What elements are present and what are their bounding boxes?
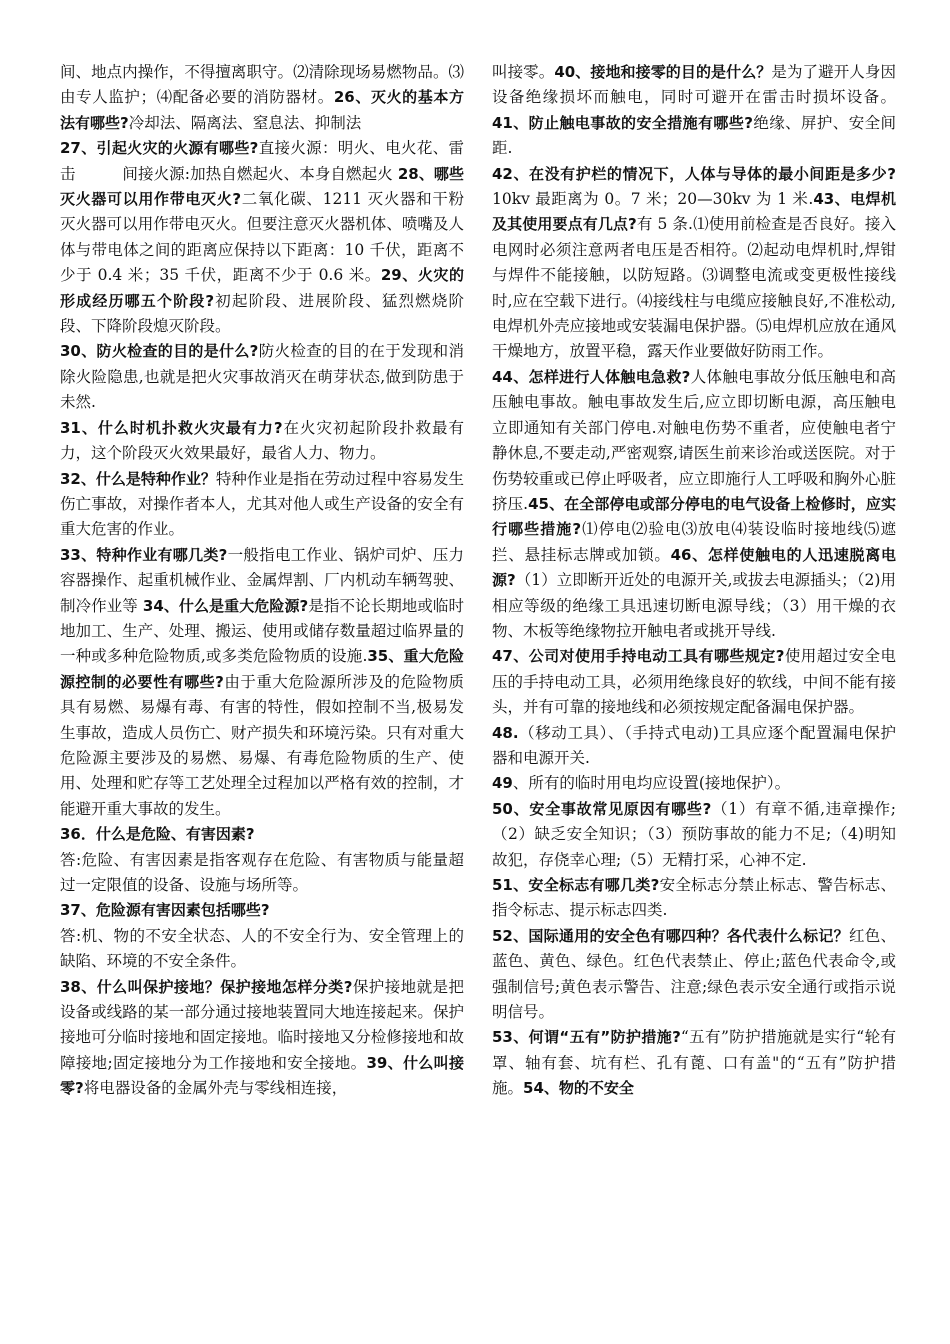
question-heading: 39、什么叫接零? (60, 1053, 464, 1098)
paragraph (492, 644, 896, 720)
paragraph (492, 797, 896, 873)
answer-text: 答:危险、有害因素是指客观存在危险、有害物质与能量超过一定限值的设备、设施与场所等。 (60, 850, 464, 894)
paragraph (492, 721, 896, 772)
answer-text: 二氧化碳、1211 灭火器和干粉灭火器可以用作带电灭火。但要注意灭火器机体、喷嘴及人体与带电体之间的距离应保持以下距离：10 千伏，距离不少于 0.4 米；35 千伏，距离不少于 0.6 米。 (60, 190, 464, 285)
answer-text: 直接火源：明火、电火花、雷击 间接火源:加热自燃起火、本身自燃起火 (60, 139, 464, 183)
paragraph (60, 339, 464, 415)
question-heading: 52、国际通用的安全色有哪四种？各代表什么标记？ (492, 926, 849, 945)
paragraph (60, 416, 464, 467)
answer-text: 是指不论长期地或临时地加工、生产、处理、搬运、使用或储存数量超过临界量的一种或多种危险物质,或多类危险物质的设施. (60, 596, 464, 666)
answer-text: “五有”防护措施就是实行“轮有罩、轴有套、坑有栏、孔有蓖、口有盖"的“五有”防护措施。 (492, 1028, 896, 1098)
question-heading: 31、什么时机扑救火灾最有力? (60, 418, 283, 437)
answer-text: 绝缘、屏护、安全间距. (492, 113, 896, 158)
question-heading: 47、公司对使用手持电动工具有哪些规定? (492, 647, 785, 666)
paragraph (492, 873, 896, 924)
answer-text: 保护接地就是把设备或线路的某一部分通过接地装置同大地连接起来。保护接地可分临时接地和固定接地。临时接地又分检修接地和故障接地;固定接地分为工作接地和安全接地。 (60, 977, 464, 1072)
left-column (60, 60, 464, 1102)
question-heading: 27、引起火灾的火源有哪些? (60, 139, 259, 158)
question-heading: 51、安全标志有哪几类? (492, 876, 660, 894)
question-heading: 38、什么叫保护接地？保护接地怎样分类? (60, 977, 353, 996)
answer-text: （移动工具）、（手持式电动)工具应逐个配置漏电保护器和电源开关. (492, 723, 896, 767)
question-heading: 54、物的不安全 (523, 1079, 634, 1098)
paragraph (492, 1025, 896, 1101)
answer-text: （1）立即断开近处的电源开关,或拔去电源插头；（2)用相应等级的绝缘工具迅速切断电源导线；（3）用干燥的衣物、木板等绝缘物拉开触电者或挑开导线. (492, 571, 896, 640)
question-heading: 32、什么是特种作业？ (60, 469, 216, 488)
answer-text: 红色、蓝色、黄色、绿色。红色代表禁止、停止;蓝色代表命令,或强制信号;黄色表示警告、注意;绿色表示安全通行或指示说明信号。 (492, 926, 896, 1022)
question-heading: 48. (492, 723, 519, 742)
paragraph (60, 467, 464, 543)
paragraph (60, 848, 464, 899)
paragraph (492, 771, 896, 796)
answer-text: 在火灾初起阶段扑救最有力，这个阶段灭火效果最好，最省人力、物力。 (60, 418, 464, 463)
question-heading: 41、防止触电事故的安全措施有哪些? (492, 113, 753, 132)
question-heading: 35、重大危险源控制的必要性有哪些? (60, 647, 465, 691)
question-heading: 36．什么是危险、有害因素? (60, 825, 255, 844)
question-heading: 30、防火检查的目的是什么? (60, 342, 259, 361)
question-heading: 33、特种作业有哪几类? (60, 545, 228, 564)
paragraph (492, 924, 896, 1026)
answer-text: ⑴停电⑵验电⑶放电⑷装设临时接地线⑸遮拦、悬挂标志牌或加锁。 (492, 520, 896, 564)
paragraph (60, 60, 464, 136)
paragraph (492, 60, 896, 162)
paragraph (492, 365, 896, 644)
answer-text: 间、地点内操作，不得擅离职守。⑵清除现场易燃物品。⑶由专人监护；⑷配备必要的消防器材。 (60, 63, 464, 107)
right-column (492, 60, 896, 1102)
question-heading: 44、怎样进行人体触电急救? (492, 367, 691, 386)
paragraph (60, 136, 464, 339)
paragraph (492, 162, 896, 365)
answer-text: 安全标志分禁止标志、警告标志、指令标志、提示标志四类. (492, 876, 896, 920)
question-heading: 40、接地和接零的目的是什么？ (554, 63, 772, 81)
question-heading: 42、在没有护栏的情况下，人体与导体的最小间距是多少? (492, 164, 896, 183)
answer-text: 人体触电事故分低压触电和高压触电事故。触电事故发生后,应立即切断电源，高压触电立即通知有关部门停电.对触电伤势不重者，应使触电者宁静休息,不要走动,严密观察,请医生前来诊治或送医院。对于伤势较重或已停止呼吸者，应立即施行人工呼吸和胸外心脏挤压. (492, 367, 896, 513)
answer-text: 有 5 条.⑴使用前检查是否良好。接入电网时必须注意两者电压是否相符。⑵起动电焊机时,焊钳与焊件不能接触，以防短路。⑶调整电流或变更极性接线时,应在空载下进行。⑷接线柱与电缆应接触良好,不准松动,电焊机外壳应接地或安装漏电保护器。⑸电焊机应放在通风干燥地方，放置平稳，露天作业要做好防雨工作。 (492, 215, 896, 361)
answer-text: 、所有的临时用电均应设置(接地保护）。 (512, 774, 791, 793)
paragraph (60, 822, 464, 847)
question-heading: 43、电焊机及其使用要点有几点? (492, 190, 897, 234)
answer-text: 特种作业是指在劳动过程中容易发生伤亡事故，对操作者本人，尤其对他人或生产设备的安全有重大危害的作业。 (60, 469, 464, 539)
question-heading: 45、在全部停电或部分停电的电气设备上检修时，应实行哪些措施? (492, 494, 896, 539)
question-heading: 37、危险源有害因素包括哪些? (60, 901, 270, 920)
answer-text: 答:机、物的不安全状态、人的不安全行为、安全管理上的缺陷、环境的不安全条件。 (60, 926, 464, 971)
answer-text: 是为了避开人身因设备绝缘损坏而触电，同时可避开在雷击时损坏设备。 (492, 63, 896, 107)
answer-text: 初起阶段、进展阶段、猛烈燃烧阶段、下降阶段熄灭阶段。 (60, 291, 464, 336)
question-heading: 26、灭火的基本方法有哪些? (60, 88, 464, 132)
answer-text: 防火检查的目的在于发现和消除火险隐患,也就是把火灾事故消灭在萌芽状态,做到防患于未然. (60, 342, 464, 412)
paragraph (60, 543, 464, 822)
paragraph (60, 975, 464, 1102)
question-heading: 34、什么是重大危险源? (142, 596, 309, 615)
paragraph (60, 898, 464, 923)
question-heading: 50、安全事故常见原因有哪些? (492, 799, 712, 818)
answer-text: 叫接零。 (492, 63, 555, 81)
question-heading: 49 (492, 774, 513, 793)
question-heading: 28、哪些灭火器可以用作带电灭火? (60, 164, 465, 209)
question-heading: 53、何谓“五有”防护措施? (492, 1028, 681, 1047)
answer-text: 将电器设备的金属外壳与零线相连接， (83, 1079, 348, 1098)
answer-text: 冷却法、隔离法、窒息法、抑制法 (128, 113, 362, 132)
question-heading: 29、火灾的形成经历哪五个阶段? (60, 266, 464, 310)
paragraph (60, 924, 464, 975)
answer-text: 10kv 最距离为 0。7 米；20—30kv 为 1 米. (492, 190, 814, 209)
question-heading: 46、怎样使触电的人迅速脱离电源? (492, 545, 896, 590)
answer-text: 使用超过安全电压的手持电动工具，必须用绝缘良好的软线，中间不能有接头，并有可靠的接地线和必须按规定配备漏电保护器。 (492, 647, 896, 717)
answer-text: 由于重大危险源所涉及的危险物质具有易燃、易爆有毒、有害的特性，假如控制不当,极易发生事故，造成人员伤亡、财产损失和环境污染。只有对重大危险源主要涉及的易燃、易爆、有毒危险物质的生产、使用、处理和贮存等工艺处理全过程加以严格有效的控制，才能避开重大事故的发生。 (60, 672, 464, 818)
answer-text: 一般指电工作业、锅炉司炉、压力容器操作、起重机械作业、金属焊割、厂内机动车辆驾驶、制冷作业等 (60, 545, 464, 615)
answer-text: （1）有章不循,违章操作;（2）缺乏安全知识；（3）预防事故的能力不足;（4)明知故犯，存侥幸心理;（5）无精打采，心神不定. (492, 799, 896, 869)
